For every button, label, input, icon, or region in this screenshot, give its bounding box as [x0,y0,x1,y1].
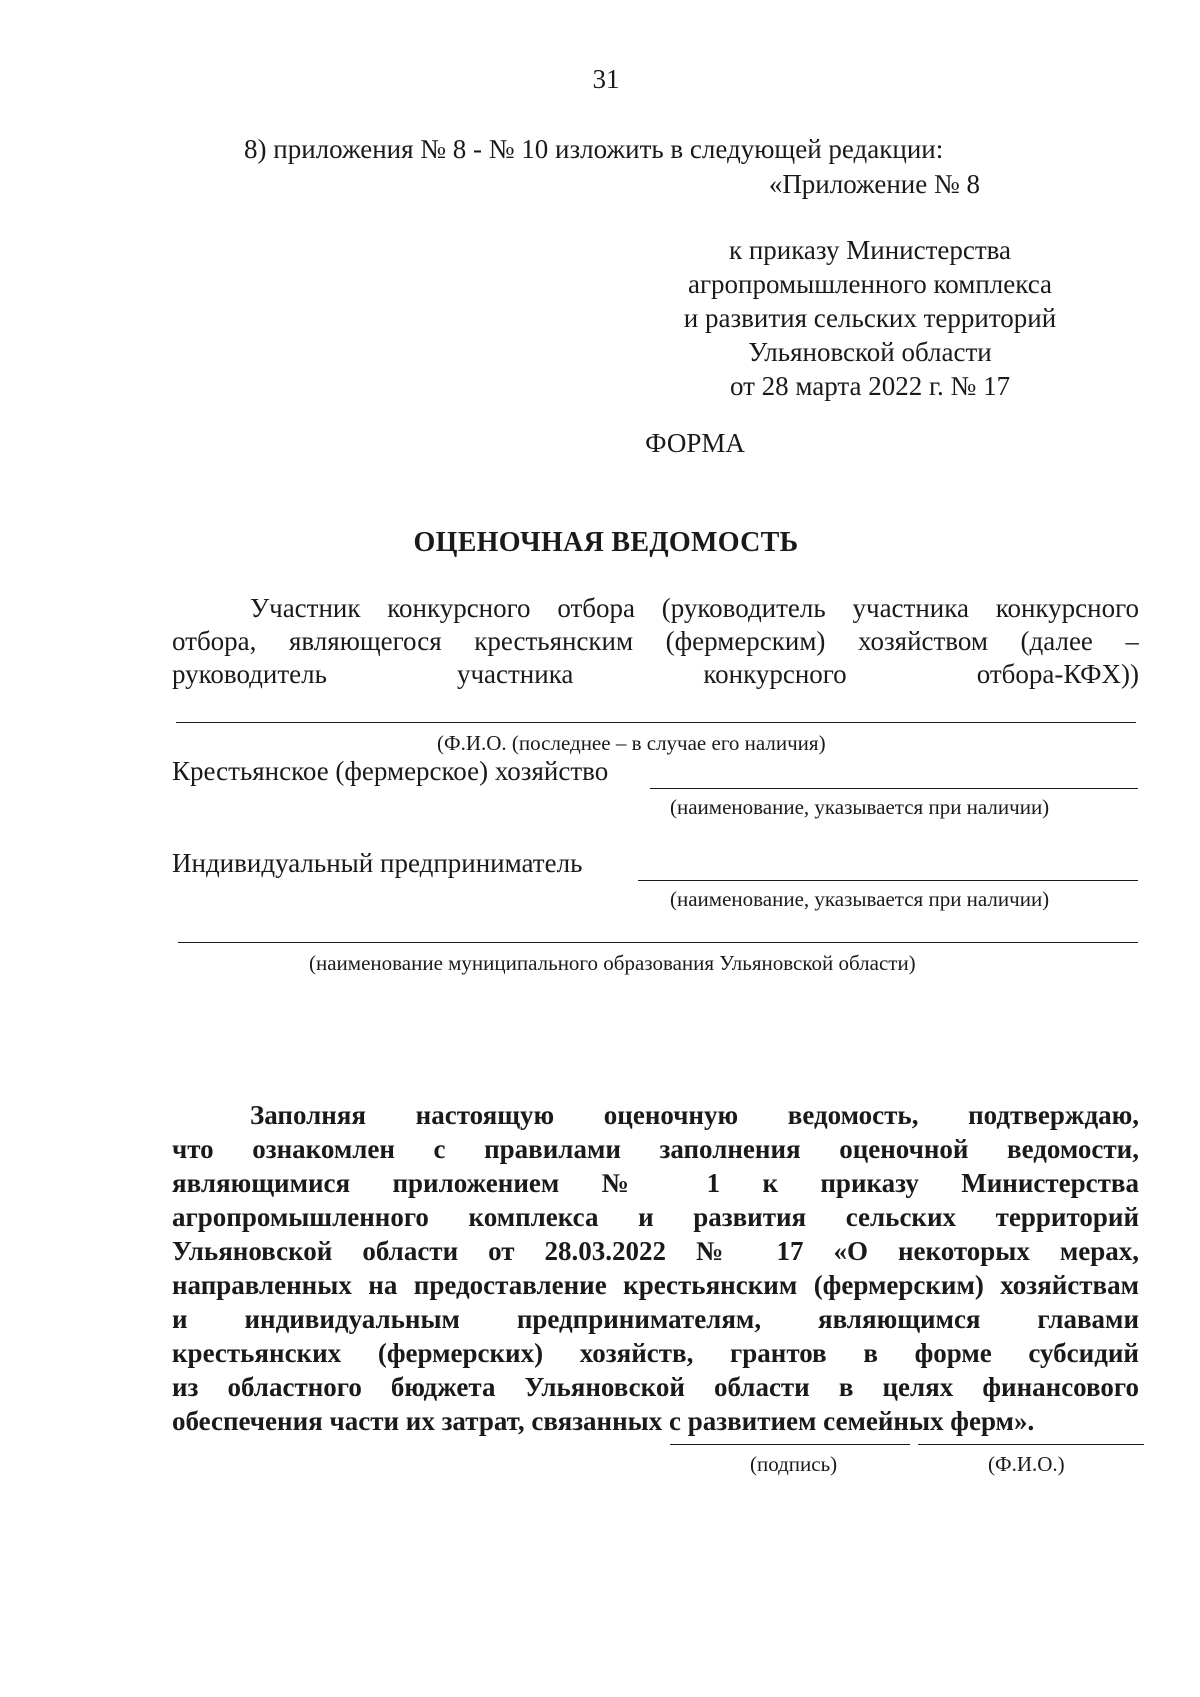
fio-field-line[interactable] [176,722,1136,723]
municipality-field-line[interactable] [178,942,1138,943]
farm-caption: (наименование, указывается при наличии) [670,795,1050,819]
approval-line: от 28 марта 2022 г. № 17 [729,371,1011,401]
signature-field-line[interactable] [670,1444,910,1445]
paragraph-line: Заполняя настоящую оценочную ведомость, подтверждаю, [250,1100,1139,1130]
paragraph-line: что ознакомлен с правилами заполнения оценочной ведомости, [172,1134,1139,1164]
entrepreneur-label: Индивидуальный предприниматель [172,848,583,878]
paragraph-line: обеспечения части их затрат, связанных с развитием семейных ферм». [172,1406,1035,1436]
farm-field-line[interactable] [650,788,1138,789]
paragraph-line: направленных на предоставление крестьянским (фермерским) хозяйствам [172,1270,1139,1300]
signature-caption: (подпись) [750,1452,838,1476]
approval-line: и развития сельских территорий [683,303,1057,333]
paragraph-line: из областного бюджета Ульяновской области в целях финансового [172,1372,1139,1402]
approval-line: агропромышленного комплекса [688,269,1052,299]
intro-line: 8) приложения № 8 - № 10 изложить в следующей редакции: [244,134,944,164]
page-number: 31 [592,64,620,94]
municipality-caption: (наименование муниципального образования Ульяновской области) [309,951,916,975]
paragraph-line: крестьянских (фермерских) хозяйств, грантов в форме субсидий [172,1338,1139,1368]
paragraph-line: отбора, являющегося крестьянским (фермерским) хозяйством (далее – [172,626,1139,656]
paragraph-line: и индивидуальным предпринимателям, являющимся главами [172,1304,1139,1334]
participant-paragraph [172,592,1139,691]
approval-block [640,233,1100,403]
signature-fio-field-line[interactable] [918,1444,1144,1445]
approval-line: к приказу Министерства [728,235,1012,265]
appendix-title: «Приложение № 8 [768,169,980,199]
signature-fio-caption: (Ф.И.О.) [988,1452,1065,1476]
paragraph-line: агропромышленного комплекса и развития сельских территорий [172,1202,1139,1232]
paragraph-line: руководитель участника конкурсного отбора-КФХ)) [172,659,1139,689]
document-title: ОЦЕНОЧНАЯ ВЕДОМОСТЬ [413,527,799,558]
entrepreneur-field-line[interactable] [638,880,1138,881]
farm-label: Крестьянское (фермерское) хозяйство [172,756,609,786]
approval-line: Ульяновской области [748,337,992,367]
paragraph-line: Участник конкурсного отбора (руководитель участника конкурсного [250,593,1139,623]
form-label: ФОРМА [645,428,745,458]
fio-caption: (Ф.И.О. (последнее – в случае его наличия) [437,731,826,755]
paragraph-line: являющимися приложением № 1 к приказу Министерства [172,1168,1139,1198]
paragraph-line: Ульяновской области от 28.03.2022 № 17 «О некоторых мерах, [172,1236,1139,1266]
confirmation-paragraph [172,1098,1139,1438]
entrepreneur-caption: (наименование, указывается при наличии) [670,887,1050,911]
